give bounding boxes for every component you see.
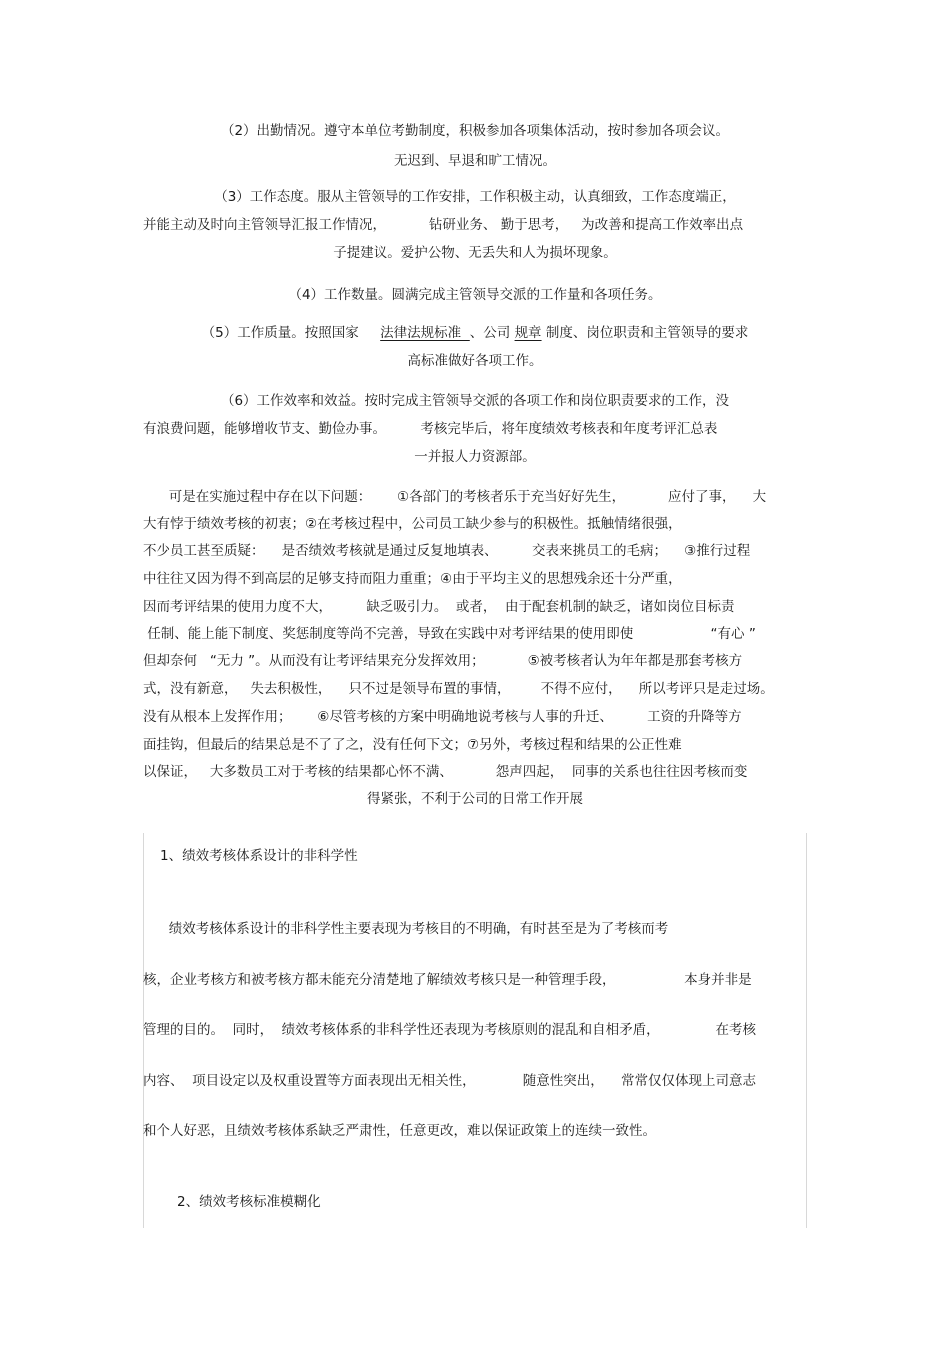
item6-line1: （6）工作效率和效益。按时完成主管领导交派的各项工作和岗位职责要求的工作，没 <box>220 393 730 409</box>
item3-line2: 并能主动及时向主管领导汇报工作情况， 钻研业务、 勤于思考， 为改善和提高工作效率出点 <box>143 217 744 233</box>
problems-line: 大有悖于绩效考核的初衷；②在考核过程中，公司员工缺少参与的积极性。抵触情绪很强， <box>143 516 682 532</box>
company-rules-link[interactable]: 规章 <box>514 325 542 341</box>
problems-line: 可是在实施过程中存在以下问题： ①各部门的考核者乐于充当好好先生， 应付了事， 大 <box>143 489 767 505</box>
item2-line1: （2）出勤情况。遵守本单位考勤制度，积极参加各项集体活动，按时参加各项会议。 <box>220 123 730 139</box>
problems-line: 因而考评结果的使用力度不大， 缺乏吸引力。 或者， 由于配套机制的缺乏，诸如岗位目标责 <box>143 599 735 615</box>
item5-text-a: （5）工作质量。按照国家 <box>201 325 381 341</box>
section-box-right-border <box>806 833 807 1228</box>
section1-line: 内容、 项目设定以及权重设置等方面表现出无相关性， 随意性突出， 常常仅仅体现上司意志 <box>143 1073 756 1089</box>
problems-line: 中往往又因为得不到高层的足够支持而阻力重重；④由于平均主义的思想残余还十分严重， <box>143 571 682 587</box>
section1-heading: 1、绩效考核体系设计的非科学性 <box>160 848 358 864</box>
problems-line: 不少员工甚至质疑： 是否绩效考核就是通过反复地填表、 交表来挑员工的毛病； ③推行过程 <box>143 543 751 559</box>
item5-text-b: 、公司 <box>469 325 515 341</box>
problems-last-line: 得紧张，不利于公司的日常工作开展 <box>367 791 583 807</box>
section1-line: 绩效考核体系设计的非科学性主要表现为考核目的不明确，有时甚至是为了考核而考 <box>143 921 669 937</box>
item3-line3: 子提建议。爱护公物、无丢失和人为损坏现象。 <box>333 245 617 261</box>
section1-line: 核，企业考核方和被考核方都未能充分清楚地了解绩效考核只是一种管理手段， 本身并非是 <box>143 972 752 988</box>
problems-line: 任制、能上能下制度、奖惩制度等尚不完善，导致在实践中对考评结果的使用即使 “有心 ” <box>143 626 756 642</box>
item5-text-c: 制度、岗位职责和主管领导的要求 <box>541 325 749 341</box>
item6-line2: 有浪费问题，能够增收节支、勤俭办事。 考核完毕后，将年度绩效考核表和年度考评汇总表 <box>143 421 718 437</box>
problems-line: 以保证， 大多数员工对于考核的结果都心怀不满、 怨声四起， 同事的关系也往往因考核而变 <box>143 764 748 780</box>
item4-line1: （4）工作数量。圆满完成主管领导交派的工作量和各项任务。 <box>288 287 662 303</box>
problems-line: 式，没有新意， 失去积极性， 只不过是领导布置的事情， 不得不应付， 所以考评只是走过场。 <box>143 681 774 697</box>
item2-line2: 无迟到、早退和旷工情况。 <box>394 153 556 169</box>
section1-line: 管理的目的。 同时， 绩效考核体系的非科学性还表现为考核原则的混乱和自相矛盾， 在考核 <box>143 1022 756 1038</box>
item5-line2: 高标准做好各项工作。 <box>407 353 543 369</box>
section1-line: 和个人好恶，且绩效考核体系缺乏严肃性，任意更改，难以保证政策上的连续一致性。 <box>143 1123 656 1139</box>
law-standard-link[interactable]: 法律法规标准 <box>380 325 470 341</box>
section2-heading: 2、绩效考核标准模糊化 <box>177 1194 321 1210</box>
problems-line: 没有从根本上发挥作用； ⑥尽管考核的方案中明确地说考核与人事的升迁、 工资的升降等方 <box>143 709 742 725</box>
item6-line3: 一并报人力资源部。 <box>414 449 536 465</box>
problems-line: 面挂钩，但最后的结果总是不了了之，没有任何下文；⑦另外，考核过程和结果的公正性难 <box>143 737 682 753</box>
problems-line: 但却奈何 “无力 ”。从而没有让考评结果充分发挥效用； ⑤被考核者认为年年都是那套考核方 <box>143 653 743 669</box>
item3-line1: （3）工作态度。服从主管领导的工作安排，工作积极主动，认真细致，工作态度端正， <box>214 189 736 205</box>
item5-line1 <box>0 324 950 342</box>
